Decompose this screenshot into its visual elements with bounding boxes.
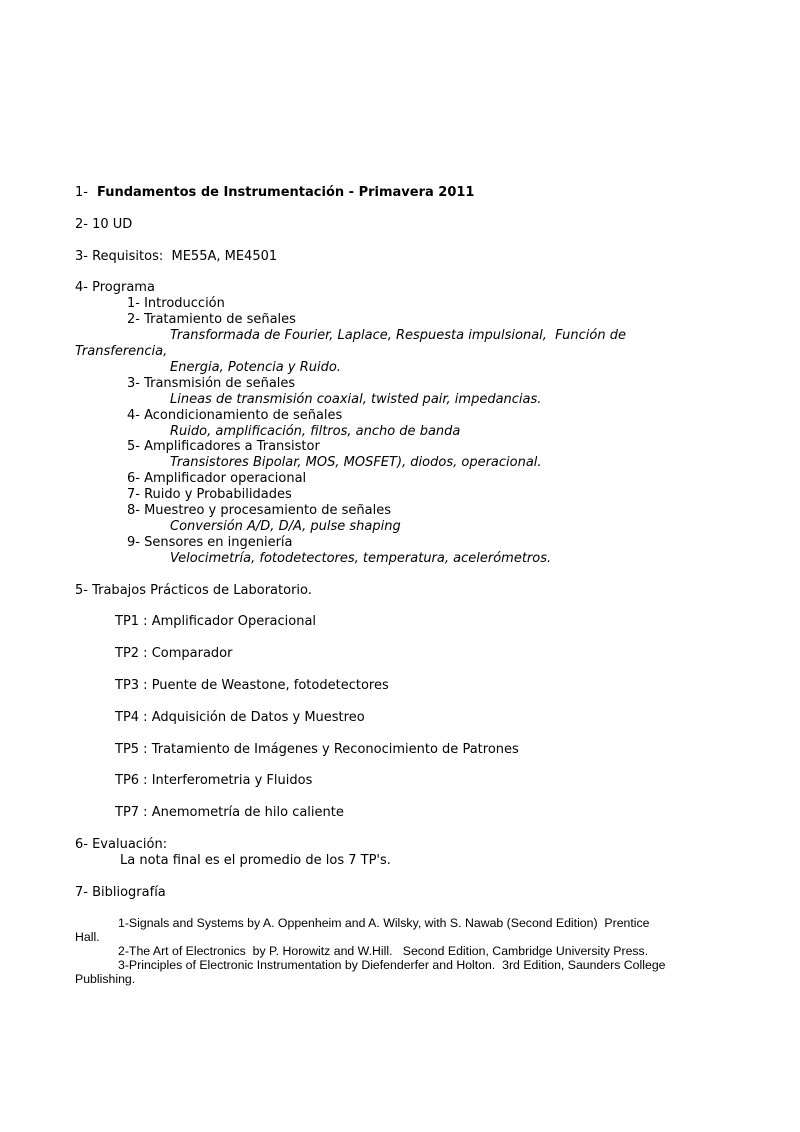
lab-work-item: TP1 : Amplificador Operacional xyxy=(115,614,317,630)
bibliography-line: 1-Signals and Systems by A. Oppenheim and A. Wilsky, with S. Nawab (Second Edition) Prentice xyxy=(118,916,650,931)
units-line: 2- 10 UD xyxy=(75,216,133,232)
program-item: 3- Transmisión de señales xyxy=(127,375,296,391)
lab-work-item: TP5 : Tratamiento de Imágenes y Reconocimiento de Patrones xyxy=(115,741,519,757)
bibliography-line: 3-Principles of Electronic Instrumentation by Diefenderfer and Holton. 3rd Edition, Saunders College xyxy=(118,958,666,973)
course-title-line xyxy=(75,185,730,201)
lab-work-item: TP2 : Comparador xyxy=(115,646,233,662)
bibliography-line: Publishing. xyxy=(75,972,136,987)
program-item-detail: Lineas de transmisión coaxial, twisted pair, impedancias. xyxy=(170,391,542,407)
program-item: 8- Muestreo y procesamiento de señales xyxy=(127,503,391,519)
prerequisites-line: 3- Requisitos: ME55A, ME4501 xyxy=(75,248,278,264)
program-item-detail: Ruido, amplificación, filtros, ancho de banda xyxy=(170,423,461,439)
program-item: 5- Amplificadores a Transistor xyxy=(127,439,320,455)
lab-work-item: TP3 : Puente de Weastone, fotodetectores xyxy=(115,677,389,693)
lab-work-item: TP4 : Adquisición de Datos y Muestreo xyxy=(115,709,365,725)
program-item: 9- Sensores en ingeniería xyxy=(127,534,293,550)
lab-work-item: TP6 : Interferometria y Fluidos xyxy=(115,773,313,789)
program-list xyxy=(75,296,730,566)
evaluation-text: La nota final es el promedio de los 7 TP's. xyxy=(120,852,391,868)
bibliography-line: 2-The Art of Electronics by P. Horowitz and W.Hill. Second Edition, Cambridge University Press. xyxy=(118,944,649,959)
program-item-detail: Energia, Potencia y Ruido. xyxy=(170,359,341,375)
program-item-detail: Transistores Bipolar, MOS, MOSFET), diodos, operacional. xyxy=(170,455,542,471)
bibliography-heading: 7- Bibliografía xyxy=(75,884,166,900)
program-heading: 4- Programa xyxy=(75,280,155,296)
bibliography-line: Hall. xyxy=(75,930,100,945)
program-item: 4- Acondicionamiento de señales xyxy=(127,407,343,423)
program-item-detail: Velocimetría, fotodetectores, temperatura, acelerómetros. xyxy=(170,550,552,566)
program-item-detail: Transformada de Fourier, Laplace, Respuesta impulsional, Función de xyxy=(170,328,626,344)
course-title: Fundamentos de Instrumentación - Primavera 2011 xyxy=(96,185,475,200)
program-item: 2- Tratamiento de señales xyxy=(127,312,296,328)
program-item: 6- Amplificador operacional xyxy=(127,471,307,487)
program-item: 1- Introducción xyxy=(127,296,225,312)
bibliography-list xyxy=(75,916,730,986)
program-item-detail: Conversión A/D, D/A, pulse shaping xyxy=(170,518,401,534)
evaluation-heading: 6- Evaluación: xyxy=(75,836,168,852)
program-item-detail: Transferencia, xyxy=(75,344,168,360)
program-item: 7- Ruido y Probabilidades xyxy=(127,487,292,503)
lab-works-list xyxy=(75,614,730,821)
lab-work-item: TP7 : Anemometría de hilo caliente xyxy=(115,805,344,821)
lab-works-heading: 5- Trabajos Prácticos de Laboratorio. xyxy=(75,582,312,598)
course-title-number: 1- xyxy=(75,185,88,200)
